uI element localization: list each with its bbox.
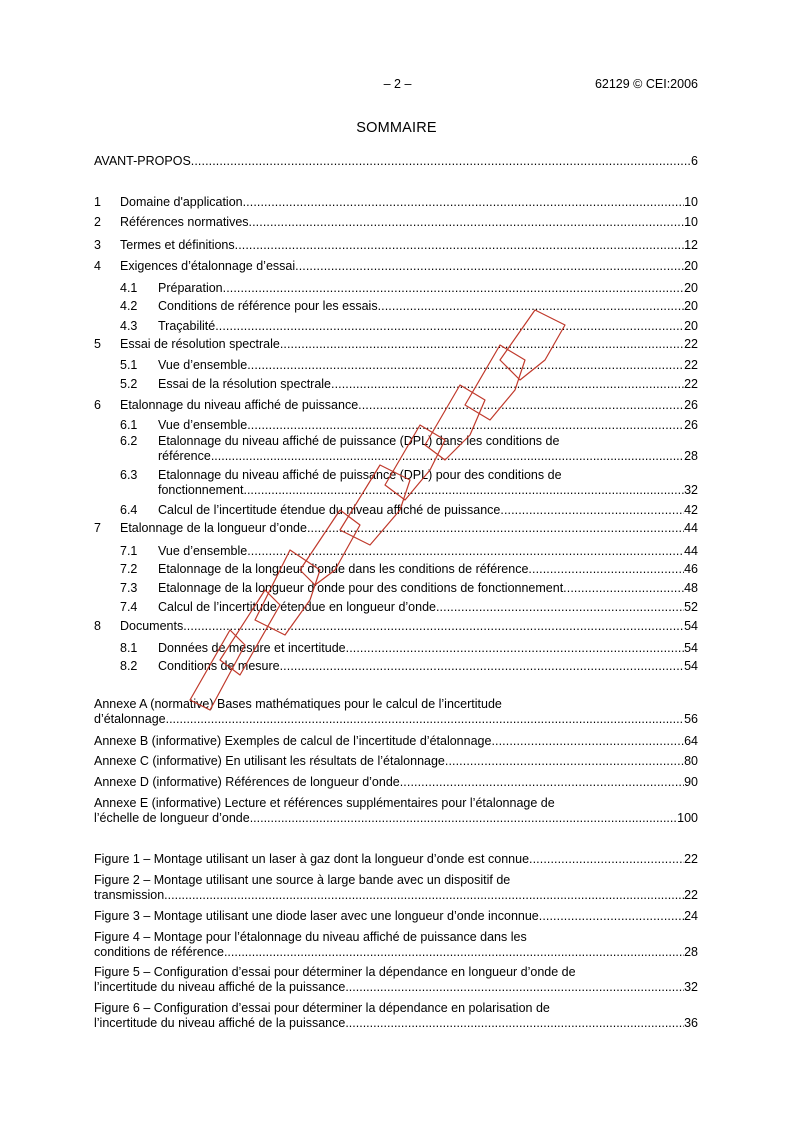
entry-number: 8.1 xyxy=(120,641,138,655)
entry-number: 6.3 xyxy=(120,468,138,482)
entry-number: 8.2 xyxy=(120,659,138,673)
leader-dots xyxy=(166,712,684,727)
leader-dots xyxy=(378,298,685,314)
entry-title: conditions de référence xyxy=(94,945,224,959)
entry-number: 5.1 xyxy=(120,358,138,372)
entry-title: Annexe C (informative) En utilisant les résultats de l’étalonnage xyxy=(94,754,445,768)
leader-dots xyxy=(247,417,684,433)
toc-entry[interactable] xyxy=(94,280,698,296)
leader-dots xyxy=(223,280,684,296)
entry-page-number: 20 xyxy=(684,281,698,295)
leader-dots xyxy=(215,318,684,334)
document-reference: 62129 © CEI:2006 xyxy=(594,77,698,91)
leader-dots xyxy=(280,336,684,352)
leader-dots xyxy=(436,599,684,615)
entry-number: 6.1 xyxy=(120,418,138,432)
entry-page-number: 24 xyxy=(684,909,698,923)
leader-dots xyxy=(358,397,684,413)
entry-title-first-line: Figure 6 – Configuration d’essai pour déterminer la dépendance en polarisation de xyxy=(94,1001,550,1015)
toc-entry[interactable] xyxy=(94,434,698,464)
entry-number: 7.4 xyxy=(120,600,138,614)
leader-dots xyxy=(445,753,684,769)
entry-number: 4.3 xyxy=(120,319,138,333)
leader-dots xyxy=(247,543,684,559)
toc-entry[interactable] xyxy=(94,561,698,577)
entry-page-number: 26 xyxy=(684,398,698,412)
entry-title-first-line: Etalonnage du niveau affiché de puissance (DPL) dans les conditions de xyxy=(158,434,560,448)
entry-title: Essai de résolution spectrale xyxy=(120,337,280,351)
entry-number: 4 xyxy=(94,259,101,273)
entry-number: 1 xyxy=(94,195,101,209)
entry-number: 4.2 xyxy=(120,299,138,313)
entry-title: Calcul de l’incertitude étendue en longueur d’onde xyxy=(158,600,436,614)
leader-dots xyxy=(243,194,684,210)
toc-entry[interactable] xyxy=(94,502,698,518)
toc-entry[interactable] xyxy=(94,580,698,596)
entry-title: référence xyxy=(158,449,211,463)
entry-title: Préparation xyxy=(158,281,223,295)
entry-title: Références normatives xyxy=(120,215,249,229)
entry-page-number: 32 xyxy=(684,483,698,497)
entry-title: Termes et définitions xyxy=(120,238,235,252)
leader-dots xyxy=(346,640,684,656)
entry-number: 8 xyxy=(94,619,101,633)
entry-page-number: 46 xyxy=(684,562,698,576)
annex-entry[interactable] xyxy=(94,774,698,790)
toc-entry[interactable] xyxy=(94,599,698,615)
entry-page-number: 22 xyxy=(684,337,698,351)
toc-entry[interactable] xyxy=(94,397,698,413)
entry-page-number: 10 xyxy=(684,195,698,209)
toc-entry[interactable] xyxy=(94,520,698,536)
entry-title: Vue d’ensemble xyxy=(158,418,248,432)
entry-page-number: 26 xyxy=(684,418,698,432)
page-title: SOMMAIRE xyxy=(356,120,437,136)
figure-entry[interactable] xyxy=(94,851,698,867)
entry-number: 7.1 xyxy=(120,544,138,558)
entry-number: 3 xyxy=(94,238,101,252)
leader-dots xyxy=(191,153,691,169)
entry-title: Etalonnage de la longueur d’onde dans les conditions de référence xyxy=(158,562,529,576)
figure-entry[interactable] xyxy=(94,965,698,995)
leader-dots xyxy=(528,561,684,577)
entry-title-first-line: Annexe A (normative) Bases mathématiques pour le calcul de l’incertitude xyxy=(94,697,502,711)
figure-entry[interactable] xyxy=(94,873,698,903)
toc-entry[interactable] xyxy=(94,318,698,334)
entry-title: Conditions de référence pour les essais xyxy=(158,299,378,313)
entry-title-first-line: Figure 5 – Configuration d’essai pour déterminer la dépendance en longueur d’onde de xyxy=(94,965,576,979)
entry-title: Figure 1 – Montage utilisant un laser à gaz dont la longueur d’onde est connue xyxy=(94,852,530,866)
leader-dots xyxy=(331,376,684,392)
toc-entry[interactable] xyxy=(94,468,698,498)
leader-dots xyxy=(539,908,684,924)
entry-title-first-line: Etalonnage du niveau affiché de puissance (DPL) pour des conditions de xyxy=(158,468,562,482)
entry-title: fonctionnement xyxy=(158,483,244,497)
leader-dots xyxy=(345,1016,684,1031)
entry-page-number: 90 xyxy=(684,775,698,789)
entry-number: 5.2 xyxy=(120,377,138,391)
toc-entry[interactable] xyxy=(94,258,698,274)
entry-page-number: 64 xyxy=(684,734,698,748)
figure-entry[interactable] xyxy=(94,908,698,924)
leader-dots xyxy=(295,258,684,274)
entry-title: Exigences d’étalonnage d’essai xyxy=(120,259,296,273)
entry-title: Calcul de l’incertitude étendue du niveau affiché de puissance xyxy=(158,503,501,517)
entry-page-number: 20 xyxy=(684,259,698,273)
toc-entry[interactable] xyxy=(94,336,698,352)
entry-page-number: 36 xyxy=(684,1016,698,1030)
toc-entry[interactable] xyxy=(94,417,698,433)
entry-title: Essai de la résolution spectrale xyxy=(158,377,332,391)
entry-page-number: 44 xyxy=(684,521,698,535)
entry-title: Annexe D (informative) Références de longueur d’onde xyxy=(94,775,400,789)
leader-dots xyxy=(400,774,684,790)
entry-title: Vue d’ensemble xyxy=(158,358,248,372)
entry-title: Annexe B (informative) Exemples de calcul de l’incertitude d’étalonnage xyxy=(94,734,492,748)
entry-page-number: 22 xyxy=(684,888,698,902)
toc-entry[interactable] xyxy=(94,640,698,656)
entry-number: 6.4 xyxy=(120,503,138,517)
entry-title: Etalonnage de la longueur d’onde pour des conditions de fonctionnement xyxy=(158,581,564,595)
entry-page-number: 42 xyxy=(684,503,698,517)
leader-dots xyxy=(224,945,684,960)
entry-title-first-line: Annexe E (informative) Lecture et références supplémentaires pour l’étalonnage de xyxy=(94,796,555,810)
leader-dots xyxy=(247,357,684,373)
entry-title: l’échelle de longueur d’onde xyxy=(94,811,250,825)
entry-title: Figure 3 – Montage utilisant une diode laser avec une longueur d’onde inconnue xyxy=(94,909,539,923)
entry-title: Documents xyxy=(120,619,184,633)
toc-entry[interactable] xyxy=(94,618,698,634)
entry-page-number: 54 xyxy=(684,641,698,655)
toc-entry[interactable] xyxy=(94,357,698,373)
entry-title: Traçabilité xyxy=(158,319,216,333)
entry-page-number: 20 xyxy=(684,299,698,313)
leader-dots xyxy=(563,580,684,596)
leader-dots xyxy=(250,811,677,826)
entry-number: 5 xyxy=(94,337,101,351)
leader-dots xyxy=(345,980,684,995)
entry-page-number: 52 xyxy=(684,600,698,614)
entry-page-number: 12 xyxy=(684,238,698,252)
figure-entry[interactable] xyxy=(94,930,698,960)
figure-entry[interactable] xyxy=(94,1001,698,1031)
entry-title: Domaine d'application xyxy=(120,195,243,209)
page-number: – 2 – xyxy=(383,77,412,91)
entry-title: d’étalonnage xyxy=(94,712,166,726)
annex-entry[interactable] xyxy=(94,733,698,749)
entry-page-number: 56 xyxy=(684,712,698,726)
entry-page-number: 54 xyxy=(684,659,698,673)
entry-page-number: 100 xyxy=(677,811,698,825)
leader-dots xyxy=(280,658,684,674)
entry-title: l’incertitude du niveau affiché de la puissance xyxy=(94,980,346,994)
entry-title-first-line: Figure 2 – Montage utilisant une source à large bande avec un dispositif de xyxy=(94,873,511,887)
entry-page-number: 22 xyxy=(684,852,698,866)
entry-title: Vue d’ensemble xyxy=(158,544,248,558)
leader-dots xyxy=(249,214,685,230)
entry-title: Conditions de mesure xyxy=(158,659,280,673)
entry-page-number: 10 xyxy=(684,215,698,229)
toc-entry[interactable] xyxy=(94,543,698,559)
entry-number: 6.2 xyxy=(120,434,138,448)
entry-title: transmission xyxy=(94,888,165,902)
leader-dots xyxy=(211,449,684,464)
leader-dots xyxy=(491,733,684,749)
entry-title: Données de mesure et incertitude xyxy=(158,641,346,655)
leader-dots xyxy=(235,237,684,253)
leader-dots xyxy=(529,851,684,867)
entry-page-number: 22 xyxy=(684,358,698,372)
toc-entry[interactable] xyxy=(94,298,698,314)
toc-entry[interactable] xyxy=(94,194,698,210)
leader-dots xyxy=(307,520,684,536)
entry-number: 2 xyxy=(94,215,101,229)
toc-entry[interactable] xyxy=(94,237,698,253)
entry-title: Etalonnage du niveau affiché de puissance xyxy=(120,398,359,412)
entry-number: 7.3 xyxy=(120,581,138,595)
leader-dots xyxy=(183,618,684,634)
entry-page-number: 44 xyxy=(684,544,698,558)
entry-title: Etalonnage de la longueur d’onde xyxy=(120,521,307,535)
toc-entry[interactable] xyxy=(94,376,698,392)
entry-page-number: 6 xyxy=(691,154,698,168)
toc-entry[interactable] xyxy=(94,153,698,169)
entry-number: 4.1 xyxy=(120,281,138,295)
entry-page-number: 20 xyxy=(684,319,698,333)
entry-page-number: 54 xyxy=(684,619,698,633)
toc-entry[interactable] xyxy=(94,658,698,674)
annex-entry[interactable] xyxy=(94,753,698,769)
entry-page-number: 22 xyxy=(684,377,698,391)
annex-entry[interactable] xyxy=(94,697,698,727)
entry-page-number: 80 xyxy=(684,754,698,768)
toc-entry[interactable] xyxy=(94,214,698,230)
entry-number: 7 xyxy=(94,521,101,535)
entry-title: l’incertitude du niveau affiché de la puissance xyxy=(94,1016,346,1030)
entry-title: AVANT-PROPOS xyxy=(94,154,191,168)
entry-page-number: 32 xyxy=(684,980,698,994)
entry-number: 6 xyxy=(94,398,101,412)
annex-entry[interactable] xyxy=(94,796,698,826)
entry-page-number: 48 xyxy=(684,581,698,595)
entry-page-number: 28 xyxy=(684,945,698,959)
entry-number: 7.2 xyxy=(120,562,138,576)
leader-dots xyxy=(164,888,684,903)
leader-dots xyxy=(500,502,684,518)
leader-dots xyxy=(243,483,684,498)
entry-page-number: 28 xyxy=(684,449,698,463)
entry-title-first-line: Figure 4 – Montage pour l’étalonnage du niveau affiché de puissance dans les xyxy=(94,930,527,944)
